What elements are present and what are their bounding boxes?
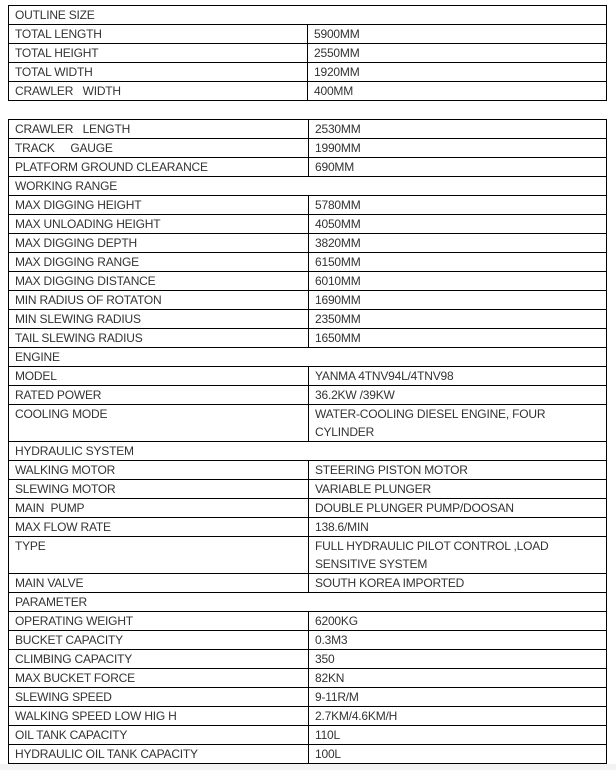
specifications-table [8,119,607,764]
spec-label: MAX FLOW RATE [9,518,309,537]
spec-value: 36.2KW /39KW [309,386,607,405]
spec-value: 0.3M3 [309,631,607,650]
spec-value: 1650MM [309,329,607,348]
spec-value: 2530MM [309,120,607,139]
spec-label: SLEWING SPEED [9,688,309,707]
table-row [9,461,607,480]
spec-label: MAX DIGGING HEIGHT [9,196,309,215]
table-row [9,386,607,405]
spec-value: SOUTH KOREA IMPORTED [309,574,607,593]
spec-label: TRACK GAUGE [9,139,309,158]
table-row [9,82,607,101]
table-row [9,669,607,688]
table-row [9,574,607,593]
spec-value: 6150MM [309,253,607,272]
spec-label: WALKING MOTOR [9,461,309,480]
spec-value: 1920MM [308,63,607,82]
spec-label: SLEWING MOTOR [9,480,309,499]
section-row [9,6,607,25]
table-row [9,480,607,499]
spec-value: 2350MM [309,310,607,329]
spec-label: MAIN PUMP [9,499,309,518]
table-row [9,215,607,234]
table-row [9,367,607,386]
spec-value: VARIABLE PLUNGER [309,480,607,499]
section-row [9,177,607,196]
section-title: ENGINE [9,348,607,367]
spec-label: WALKING SPEED LOW HIG H [9,707,309,726]
table-row [9,612,607,631]
spec-label: CRAWLER WIDTH [9,82,308,101]
spec-value: 110L [309,726,607,745]
spec-value: 1990MM [309,139,607,158]
table-row [9,25,607,44]
table-row [9,405,607,442]
spec-label: MAX DIGGING DEPTH [9,234,309,253]
table-row [9,234,607,253]
section-title: HYDRAULIC SYSTEM [9,442,607,461]
spec-value: 1690MM [309,291,607,310]
table-row [9,63,607,82]
outline-size-table [8,5,607,101]
table-row [9,329,607,348]
table-row [9,499,607,518]
table-row [9,291,607,310]
spec-value: FULL HYDRAULIC PILOT CONTROL ,LOAD SENSITIVE SYSTEM [309,537,607,574]
section-row [9,593,607,612]
spec-value: 400MM [308,82,607,101]
spec-value: 100L [309,745,607,764]
table-row [9,310,607,329]
spec-value: 4050MM [309,215,607,234]
table-row [9,272,607,291]
table-row [9,196,607,215]
table-row [9,518,607,537]
section-row [9,442,607,461]
spec-value: 9-11R/M [309,688,607,707]
spec-label: MIN SLEWING RADIUS [9,310,309,329]
spec-value: 2.7KM/4.6KM/H [309,707,607,726]
spec-label: OPERATING WEIGHT [9,612,309,631]
page-bottom-band [0,764,616,770]
spec-value: 690MM [309,158,607,177]
spec-label: MAX DIGGING RANGE [9,253,309,272]
spec-label: TOTAL WIDTH [9,63,308,82]
spec-label: TOTAL LENGTH [9,25,308,44]
spec-label: MAX BUCKET FORCE [9,669,309,688]
table-row [9,745,607,764]
spec-value: 2550MM [308,44,607,63]
spec-value: 6010MM [309,272,607,291]
spec-value: 82KN [309,669,607,688]
spec-label: CRAWLER LENGTH [9,120,309,139]
spec-label: RATED POWER [9,386,309,405]
section-title: OUTLINE SIZE [9,6,607,25]
spec-label: HYDRAULIC OIL TANK CAPACITY [9,745,309,764]
table-row [9,139,607,158]
spec-label: COOLING MODE [9,405,309,442]
spec-label: MAX DIGGING DISTANCE [9,272,309,291]
spec-value: 6200KG [309,612,607,631]
spec-label: TAIL SLEWING RADIUS [9,329,309,348]
table-row [9,253,607,272]
spec-value: WATER-COOLING DIESEL ENGINE, FOUR CYLINDER [309,405,607,442]
table-row [9,688,607,707]
spec-value: STEERING PISTON MOTOR [309,461,607,480]
spec-value: DOUBLE PLUNGER PUMP/DOOSAN [309,499,607,518]
section-row [9,348,607,367]
spec-value: 138.6/MIN [309,518,607,537]
spec-label: BUCKET CAPACITY [9,631,309,650]
spec-value: YANMA 4TNV94L/4TNV98 [309,367,607,386]
spec-value: 5900MM [308,25,607,44]
spec-label: CLIMBING CAPACITY [9,650,309,669]
spec-value: 3820MM [309,234,607,253]
spec-label: OIL TANK CAPACITY [9,726,309,745]
spec-label: TYPE [9,537,309,574]
spec-value: 350 [309,650,607,669]
table-row [9,537,607,574]
spec-label: PLATFORM GROUND CLEARANCE [9,158,309,177]
spec-label: MAX UNLOADING HEIGHT [9,215,309,234]
spec-label: TOTAL HEIGHT [9,44,308,63]
spec-label: MODEL [9,367,309,386]
section-title: WORKING RANGE [9,177,607,196]
spec-value: 5780MM [309,196,607,215]
table-row [9,158,607,177]
section-title: PARAMETER [9,593,607,612]
table-row [9,631,607,650]
table-row [9,650,607,669]
table-row [9,120,607,139]
table-row [9,707,607,726]
table-row [9,726,607,745]
table-row [9,44,607,63]
spec-label: MAIN VALVE [9,574,309,593]
spec-label: MIN RADIUS OF ROTATON [9,291,309,310]
